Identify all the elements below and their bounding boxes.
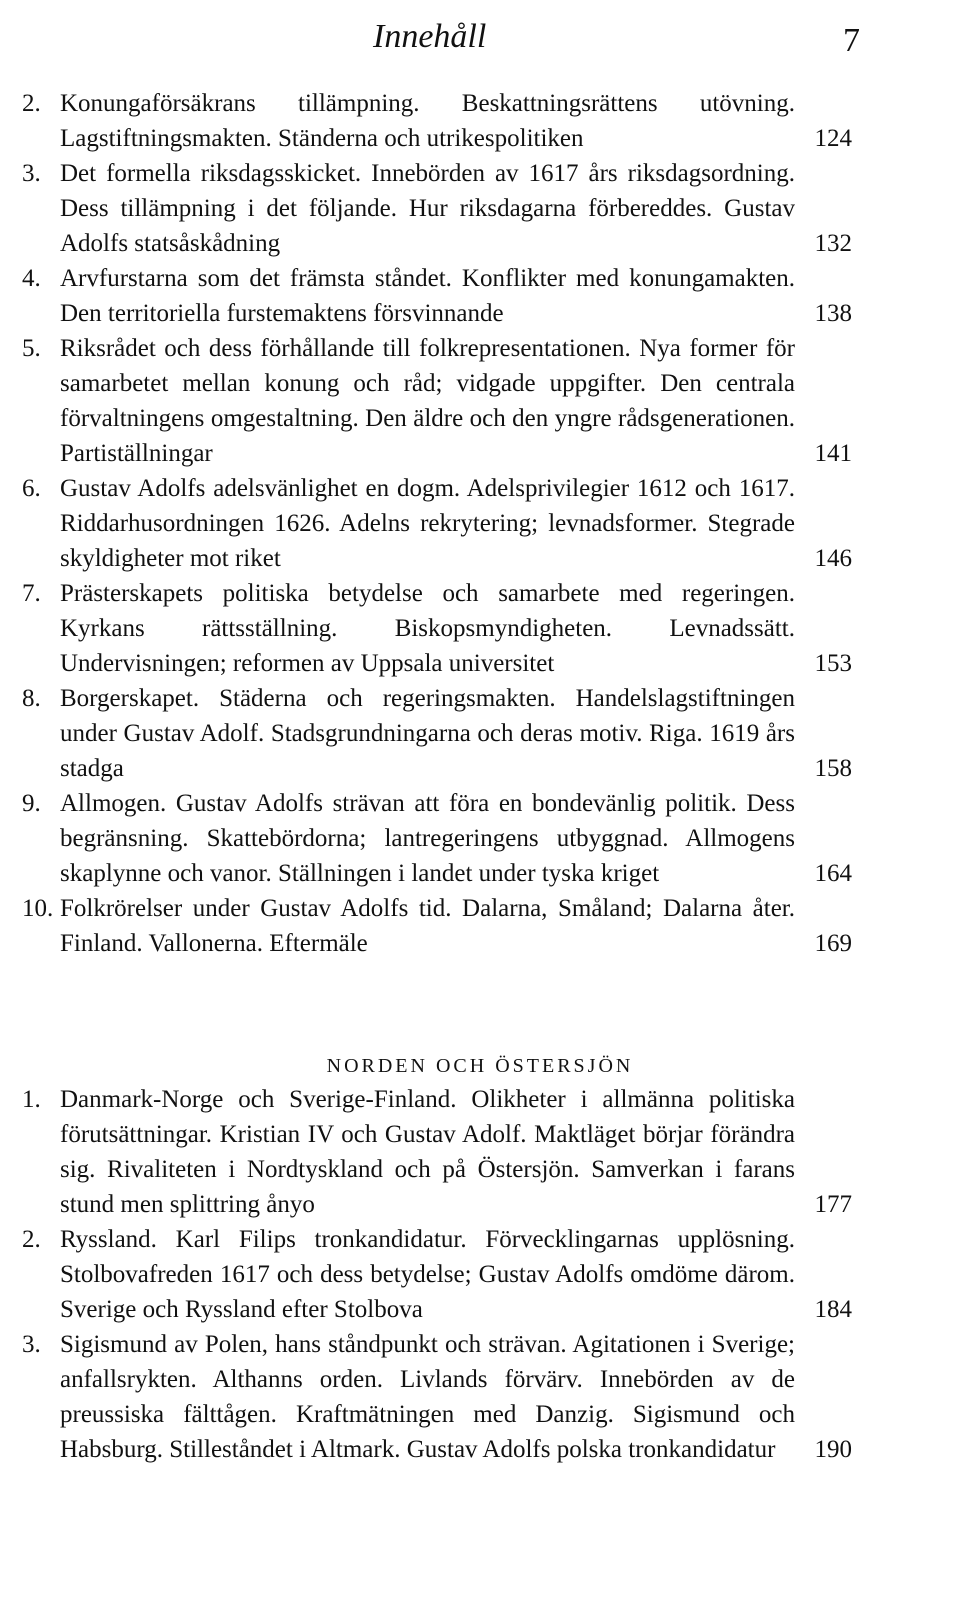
toc-entry-text: Arvfurstarna som det främsta ståndet. Konflikter med konungamakten. Den territoriella furstemaktens försvinnande (60, 265, 795, 327)
toc-entry (0, 576, 960, 681)
toc-entry-number: 8. (22, 685, 41, 712)
toc-entry-page: 141 (814, 440, 852, 467)
toc-entry (0, 86, 960, 156)
toc-entry-number: 6. (22, 475, 41, 502)
toc-entry-page: 190 (814, 1436, 852, 1463)
toc-entry-text: Sigismund av Polen, hans ståndpunkt och strävan. Agitationen i Sverige; anfallsrykten. Althanns orden. Livlands förvärv. Innebörden av de preussiska fälttågen. Kraftmätningen med Danzig. Sigismund och Habsburg. Stilleståndet i Altmark. Gustav Adolfs polska tronkandidatur (60, 1331, 795, 1463)
toc-entry-text: Allmogen. Gustav Adolfs strävan att föra en bondevänlig politik. Dess begränsning. Skattebördorna; lantregeringens utbyggnad. Allmogens skaplynne och vanor. Ställningen i landet under tyska kriget (60, 790, 795, 887)
toc-entry-number: 3. (22, 160, 41, 187)
toc-entry (0, 1082, 960, 1222)
toc-entry (0, 156, 960, 261)
toc-entry-page: 158 (814, 755, 852, 782)
running-title: Innehåll (373, 18, 487, 55)
toc-entry-number: 2. (22, 90, 41, 117)
toc-entry (0, 1222, 960, 1327)
toc-entry (0, 681, 960, 786)
toc-entry (0, 786, 960, 891)
toc-entry-number: 7. (22, 580, 41, 607)
page-header (0, 18, 960, 68)
toc-entry-page: 153 (814, 650, 852, 677)
toc-entry-number: 3. (22, 1331, 41, 1358)
toc-entry-page: 169 (814, 930, 852, 957)
toc-entry-page: 132 (814, 230, 852, 257)
toc-entry-number: 1. (22, 1086, 41, 1113)
toc-entry-text: Folkrörelser under Gustav Adolfs tid. Dalarna, Småland; Dalarna åter. Finland. Vallonerna. Eftermäle (60, 895, 795, 957)
toc-section-2 (0, 1082, 960, 1467)
toc-entry-text: Borgerskapet. Städerna och regeringsmakten. Handelslagstiftningen under Gustav Adolf. Stadsgrundningarna och deras motiv. Riga. 1619 års stadga (60, 685, 795, 782)
toc-entry-text: Ryssland. Karl Filips tronkandidatur. Förvecklingarnas upplösning. Stolbovafreden 1617 och dess betydelse; Gustav Adolfs omdöme därom. Sverige och Ryssland efter Stolbova (60, 1226, 795, 1323)
toc-entry-page: 124 (814, 125, 852, 152)
toc-entry (0, 331, 960, 471)
toc-entry (0, 891, 960, 961)
toc-entry-page: 184 (814, 1296, 852, 1323)
toc-entry-page: 146 (814, 545, 852, 572)
toc-entry-text: Gustav Adolfs adelsvänlighet en dogm. Adelsprivilegier 1612 och 1617. Riddarhusordningen 1626. Adelns rekrytering; levnadsformer. Stegrade skyldigheter mot riket (60, 475, 795, 572)
toc-entry (0, 1327, 960, 1467)
toc-entry-number: 2. (22, 1226, 41, 1253)
toc-entry (0, 261, 960, 331)
toc-entry-text: Riksrådet och dess förhållande till folkrepresentationen. Nya former för samarbetet mellan konung och råd; vidgade uppgifter. Den centrala förvaltningens omgestaltning. Den äldre och den yngre rådsgenerationen. Partiställningar (60, 335, 795, 467)
toc-entry-text: Danmark-Norge och Sverige-Finland. Olikheter i allmänna politiska förutsättningar. Kristian IV och Gustav Adolf. Maktläget börjar förändra sig. Rivaliteten i Nordtyskland och på Östersjön. Samverkan i farans stund men splittring ånyo (60, 1086, 795, 1218)
section-heading: NORDEN OCH ÖSTERSJÖN (326, 1055, 634, 1077)
toc-entry-number: 10. (22, 895, 54, 922)
toc-entry-text: Prästerskapets politiska betydelse och samarbete med regeringen. Kyrkans rättsställning. Biskopsmyndigheten. Levnadssätt. Undervisningen; reformen av Uppsala universitet (60, 580, 795, 677)
toc-entry-number: 9. (22, 790, 41, 817)
page-number: 7 (843, 22, 860, 59)
toc-entry-text: Konungaförsäkrans tillämpning. Beskattningsrättens utövning. Lagstiftningsmakten. Ständerna och utrikespolitiken (60, 90, 795, 152)
toc-entry-text: Det formella riksdagsskicket. Innebörden av 1617 års riksdagsordning. Dess tillämpning i det följande. Hur riksdagarna förbereddes. Gustav Adolfs statsåskådning (60, 160, 795, 257)
toc-entry-page: 138 (814, 300, 852, 327)
toc-section-1 (0, 86, 960, 961)
toc-entry-page: 177 (814, 1191, 852, 1218)
toc-entry-page: 164 (814, 860, 852, 887)
toc-entry (0, 471, 960, 576)
toc-entry-number: 5. (22, 335, 41, 362)
toc-entry-number: 4. (22, 265, 41, 292)
